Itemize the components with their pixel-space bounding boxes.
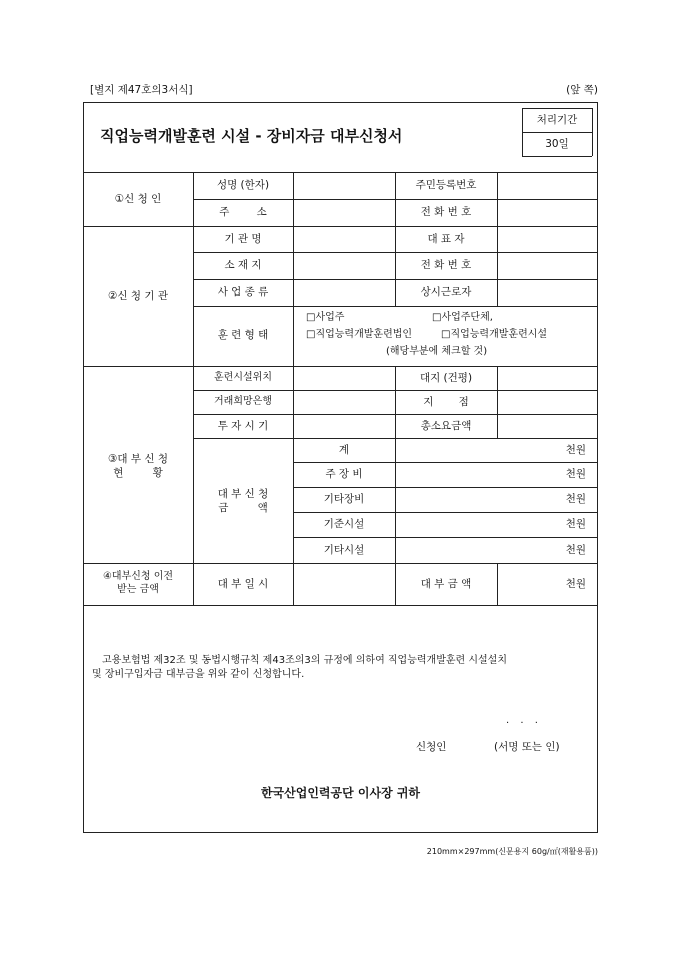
training-label: 훈 련 형 태 bbox=[217, 329, 269, 341]
address-label: 주 소 bbox=[219, 206, 267, 218]
paper-spec: 210mm×297mm(신문용지 60g/㎡(재활용품)) bbox=[426, 847, 598, 856]
loan-row-other-equipment-unit: 천원 bbox=[565, 493, 586, 505]
institution-phone-field[interactable] bbox=[498, 253, 597, 279]
location-label: 소 재 지 bbox=[224, 259, 262, 271]
proc-box-top bbox=[522, 108, 592, 109]
business-field[interactable] bbox=[294, 280, 394, 306]
sign-or-seal: (서명 또는 인) bbox=[494, 741, 560, 753]
land-field[interactable] bbox=[498, 367, 597, 390]
branch-label: 지 점 bbox=[423, 396, 469, 408]
line-d1 bbox=[83, 605, 598, 606]
loan-row-other-facility-field[interactable] bbox=[396, 538, 546, 563]
rep-field[interactable] bbox=[498, 227, 597, 252]
facility-location-field[interactable] bbox=[294, 367, 394, 390]
loan-row-standard-facility-field[interactable] bbox=[396, 513, 546, 537]
proc-box-bottom bbox=[522, 156, 592, 157]
rrn-label: 주민등록번호 bbox=[415, 179, 477, 191]
institution-phone-label: 전 화 번 호 bbox=[420, 259, 472, 271]
loan-row-other-equipment-field[interactable] bbox=[396, 488, 546, 512]
date-marks: . . . bbox=[506, 715, 538, 726]
total-required-label: 총소요금액 bbox=[420, 420, 472, 432]
location-field[interactable] bbox=[294, 253, 394, 279]
loan-section-line2: 현 황 bbox=[113, 467, 163, 479]
proc-box-right bbox=[592, 108, 593, 156]
loan-date-label: 대 부 일 시 bbox=[217, 578, 269, 590]
invest-period-field[interactable] bbox=[294, 415, 394, 438]
name-label: 성명 (한자) bbox=[216, 179, 270, 191]
processing-label: 처리기간 bbox=[536, 114, 578, 126]
previous-section-line1: ④대부신청 이전 bbox=[102, 571, 174, 582]
org-field[interactable] bbox=[294, 227, 394, 252]
line-b3 bbox=[193, 306, 598, 307]
loan-amount-label-line1: 대 부 신 청 bbox=[217, 488, 269, 500]
option-training-facility[interactable]: □직업능력개발훈련시설 bbox=[441, 329, 548, 340]
loan-row-main-equipment-label: 주 장 비 bbox=[325, 468, 363, 480]
loan-row-total-field[interactable] bbox=[396, 439, 546, 462]
loan-amount-prev-unit: 천원 bbox=[565, 578, 586, 590]
institution-section: ②신 청 기 관 bbox=[108, 290, 168, 302]
form-title: 직업능력개발훈련 시설 - 장비자금 대부신청서 bbox=[100, 127, 403, 145]
loan-row-main-equipment-field[interactable] bbox=[396, 463, 546, 487]
bank-field[interactable] bbox=[294, 391, 394, 414]
loan-row-other-facility-unit: 천원 bbox=[565, 544, 586, 556]
applicant-phone-field[interactable] bbox=[498, 200, 597, 226]
statement-line2: 및 장비구입자금 대부금을 위와 같이 신청합니다. bbox=[92, 669, 305, 680]
loan-date-field[interactable] bbox=[294, 564, 394, 605]
facility-location-label: 훈련시설위치 bbox=[214, 372, 272, 383]
invest-period-label: 투 자 시 기 bbox=[217, 420, 269, 432]
branch-field[interactable] bbox=[498, 391, 597, 414]
name-field[interactable] bbox=[294, 173, 394, 199]
statement-line1: 고용보험법 제32조 및 동법시행규칙 제43조의3의 규정에 의하여 직업능력개발훈련 시설설치 bbox=[102, 655, 508, 666]
loan-row-standard-facility-unit: 천원 bbox=[565, 518, 586, 530]
workers-field[interactable] bbox=[498, 280, 597, 306]
loan-row-other-facility-label: 기타시설 bbox=[323, 544, 365, 556]
option-employer[interactable]: □사업주 bbox=[306, 312, 345, 323]
loan-amount-prev-label: 대 부 금 액 bbox=[420, 578, 472, 590]
applicant-sign-label: 신청인 bbox=[416, 741, 447, 753]
loan-row-total-label: 계 bbox=[338, 444, 350, 456]
total-required-field[interactable] bbox=[498, 415, 597, 438]
form-code: [별지 제47호의3서식] bbox=[90, 84, 193, 96]
training-note: (해당부분에 체크할 것) bbox=[386, 346, 488, 357]
proc-box-mid bbox=[522, 132, 592, 133]
address-field[interactable] bbox=[294, 200, 394, 226]
rep-label: 대 표 자 bbox=[427, 233, 465, 245]
rrn-field[interactable] bbox=[498, 173, 597, 199]
loan-amount-label-line2: 금 액 bbox=[218, 502, 268, 514]
loan-section-line1: ③대 부 신 청 bbox=[108, 453, 168, 465]
vline-4c bbox=[497, 563, 498, 605]
addressee: 한국산업인력공단 이사장 귀하 bbox=[260, 786, 421, 800]
option-employer-group[interactable]: □사업주단체, bbox=[432, 312, 493, 323]
business-label: 사 업 종 류 bbox=[217, 286, 269, 298]
loan-row-main-equipment-unit: 천원 bbox=[565, 468, 586, 480]
loan-row-standard-facility-label: 기준시설 bbox=[323, 518, 365, 530]
loan-row-total-unit: 천원 bbox=[565, 444, 586, 456]
option-training-corp[interactable]: □직업능력개발훈련법인 bbox=[306, 329, 413, 340]
applicant-phone-label: 전 화 번 호 bbox=[420, 206, 472, 218]
workers-label: 상시근로자 bbox=[420, 286, 472, 298]
page-side: (앞 쪽) bbox=[566, 84, 598, 96]
applicant-section: ①신 청 인 bbox=[114, 193, 162, 205]
bank-label: 거래희망은행 bbox=[214, 396, 272, 407]
previous-section-line2: 받는 금액 bbox=[117, 584, 159, 595]
processing-value: 30일 bbox=[545, 138, 569, 150]
org-label: 기 관 명 bbox=[224, 233, 262, 245]
land-label: 대지 (건평) bbox=[419, 372, 473, 384]
loan-row-other-equipment-label: 기타장비 bbox=[323, 493, 365, 505]
